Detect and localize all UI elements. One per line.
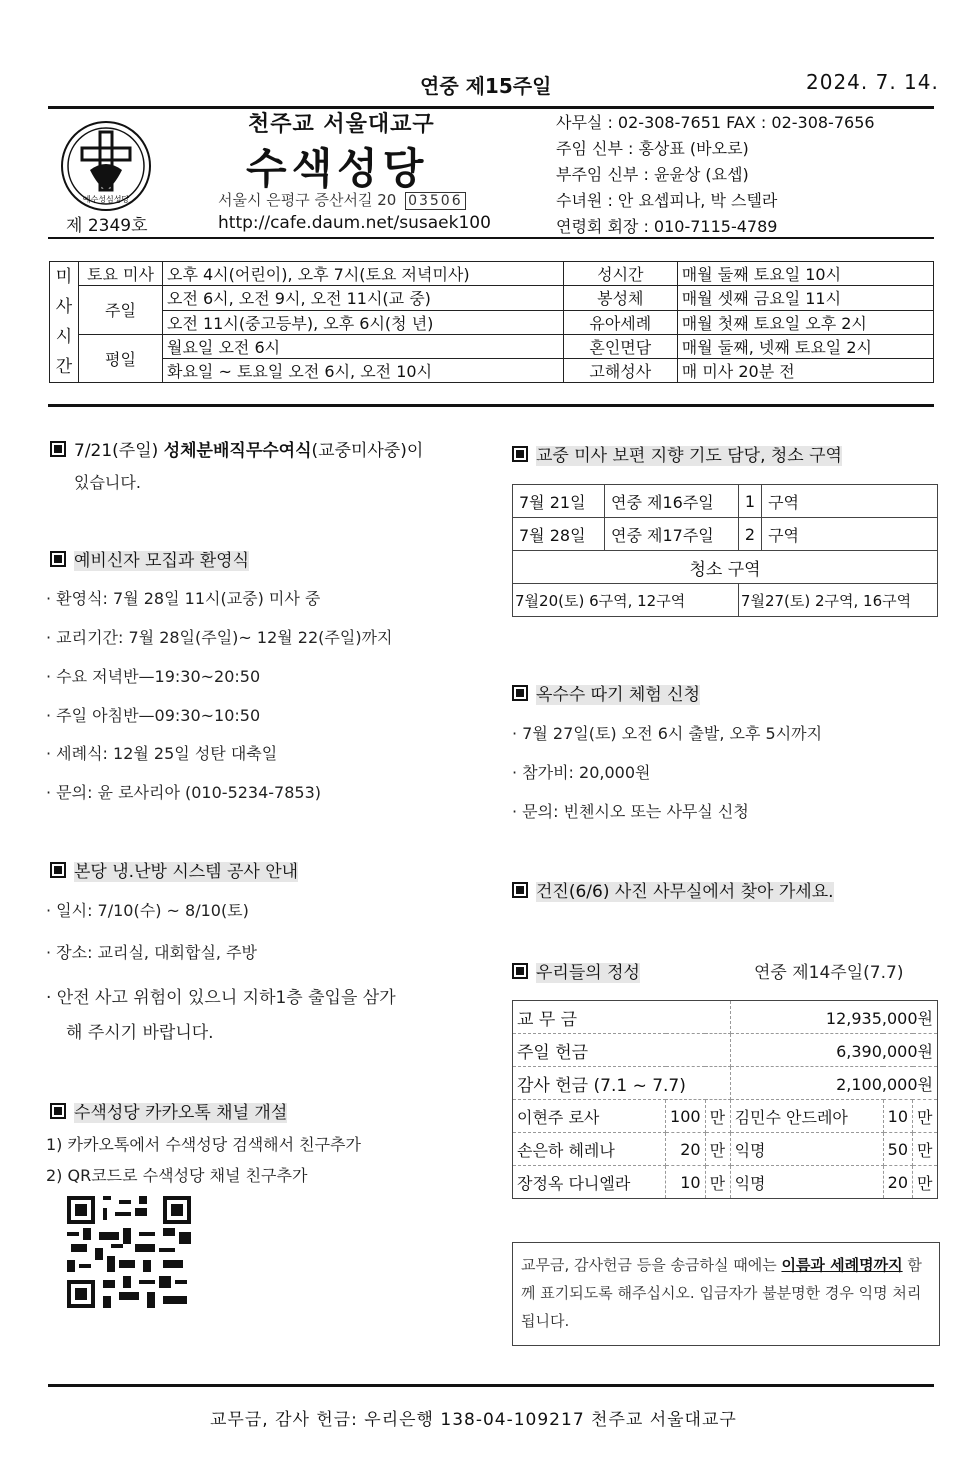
donor-name: 김민수 안드레아: [730, 1100, 883, 1133]
intention-date: 7월 21일: [513, 485, 605, 518]
intention-zone-number: 2: [738, 518, 761, 551]
bullet-square-icon: [50, 441, 66, 457]
intention-week: 연중 제17주일: [605, 518, 739, 551]
offering-amount: 12,935,000원: [730, 1001, 937, 1034]
intention-title: 교중 미사 보편 지향 기도 담당, 청소 구역: [512, 441, 842, 466]
kakao-qr-code[interactable]: [67, 1196, 191, 1308]
list-item: · 안전 사고 위험이 있으니 지하1층 출입을 삼가: [46, 988, 396, 1008]
sacrament-time: 매월 둘째, 넷째 토요일 2시: [677, 334, 933, 359]
mass-label: 평일: [79, 334, 163, 383]
intention-zone-number: 1: [738, 485, 761, 518]
divider: [48, 106, 934, 109]
sacrament-time: 매월 첫째 토요일 오후 2시: [677, 310, 933, 334]
table-row: [50, 334, 934, 359]
list-item: 2) QR코드로 수색성당 채널 친구추가: [46, 1166, 308, 1185]
donor-unit: 만: [705, 1166, 730, 1199]
bullet-square-icon: [50, 1103, 66, 1119]
list-item: 해 주시기 바랍니다.: [66, 1023, 214, 1043]
table-row: [513, 485, 938, 518]
donor-unit: 만: [913, 1100, 938, 1133]
issue-date: 2024. 7. 14.: [806, 70, 939, 94]
bank-account-footer: 교무금, 감사 헌금: 우리은행 138-04-109217 천주교 서울대교구: [210, 1410, 737, 1430]
bullet-square-icon: [50, 862, 66, 878]
intention-table: [512, 484, 938, 617]
offering-week: 연중 제14주일(7.7): [754, 963, 904, 983]
offering-amount: 2,100,000원: [730, 1067, 937, 1100]
table-row: [513, 1001, 938, 1034]
sacrament-label: 고해성사: [563, 359, 677, 383]
donor-name: 익명: [730, 1166, 883, 1199]
mass-time: 월요일 오전 6시: [163, 334, 564, 359]
table-row: [513, 1100, 938, 1133]
sacrament-label: 유아세례: [563, 310, 677, 334]
bullet-square-icon: [50, 551, 66, 567]
bullet-square-icon: [512, 882, 528, 898]
list-item: · 교리기간: 7월 28일(주일)~ 12월 22(주일)까지: [46, 628, 393, 647]
mass-time: 오전 6시, 오전 9시, 오전 11시(교 중): [163, 286, 564, 311]
notice-first-communion-cont: 있습니다.: [74, 473, 141, 492]
assistant-pastor: 부주임 신부 : 윤윤상 (요셉): [556, 165, 749, 184]
notice-first-communion: 7/21(주일) 성체분배직무수여식(교중미사중)이: [50, 436, 423, 461]
health-check-title: 건진(6/6) 사진 사무실에서 찾아 가세요.: [512, 877, 834, 902]
mass-label: 토요 미사: [79, 262, 163, 286]
intention-week: 연중 제16주일: [605, 485, 739, 518]
catechumen-title: 예비신자 모집과 환영식: [50, 546, 249, 571]
mass-schedule-table: [49, 261, 934, 383]
list-item: · 참가비: 20,000원: [512, 763, 651, 782]
mass-time: 오전 11시(중고등부), 오후 6시(청 년): [163, 310, 564, 334]
remittance-note: 교무금, 감사헌금 등을 송금하실 때에는 이름과 세례명까지 함께 표기되도록 해주십시오. 입금자가 불분명한 경우 익명 처리됩니다.: [512, 1242, 940, 1346]
table-row: [513, 551, 938, 584]
sacrament-time: 매 미사 20분 전: [677, 359, 933, 383]
funeral-association: 연령회 회장 : 010-7115-4789: [556, 217, 778, 236]
list-item: · 주일 아침반—09:30~10:50: [46, 706, 261, 725]
list-item: · 문의: 윤 로사리아 (010-5234-7853): [46, 783, 322, 802]
list-item: · 장소: 교리실, 대회합실, 주방: [46, 943, 258, 962]
church-name: 수색성당: [246, 144, 429, 193]
table-row: [513, 1034, 938, 1067]
table-row: [513, 584, 938, 617]
list-item: · 세례식: 12월 25일 성탄 대축일: [46, 744, 278, 763]
sacrament-time: 매월 셋째 금요일 11시: [677, 286, 933, 311]
diocese-name: 천주교 서울대교구: [248, 112, 435, 137]
sacrament-time: 매월 둘째 토요일 10시: [677, 262, 933, 286]
intention-zone: 구역: [762, 518, 938, 551]
donor-unit: 만: [705, 1133, 730, 1166]
bullet-square-icon: [512, 685, 528, 701]
zip-code: 03506: [405, 192, 466, 210]
bullet-square-icon: [512, 446, 528, 462]
pastor: 주임 신부 : 홍상표 (바오로): [556, 139, 749, 158]
sacrament-label: 혼인면담: [563, 334, 677, 359]
convent: 수녀원 : 안 요셉피나, 박 스텔라: [556, 191, 778, 210]
bullet-square-icon: [512, 963, 528, 979]
divider: [48, 237, 934, 239]
donor-amount: 20: [883, 1166, 912, 1199]
donor-amount: 10: [883, 1100, 912, 1133]
cleaning-zone: 7월20(토) 6구역, 12구역: [513, 584, 739, 617]
donor-amount: 100: [666, 1100, 706, 1133]
donor-amount: 10: [666, 1166, 706, 1199]
donor-amount: 20: [666, 1133, 706, 1166]
divider: [48, 404, 934, 407]
contact-block: [556, 110, 875, 240]
table-row: [50, 286, 934, 311]
mass-side-label: 미 사 시 간: [50, 262, 79, 383]
offering-amount: 6,390,000원: [730, 1034, 937, 1067]
cleaning-zone: 7월27(토) 2구역, 16구역: [738, 584, 937, 617]
offering-label: 주일 헌금: [513, 1034, 731, 1067]
kakao-title: 수색성당 카카오톡 채널 개설: [50, 1098, 287, 1123]
donor-unit: 만: [913, 1133, 938, 1166]
list-item: · 수요 저녁반—19:30~20:50: [46, 667, 261, 686]
sacrament-label: 봉성체: [563, 286, 677, 311]
corn-title: 옥수수 따기 체험 신청: [512, 680, 700, 705]
donor-name: 장정옥 다니엘라: [513, 1166, 666, 1199]
donor-unit: 만: [913, 1166, 938, 1199]
issue-number: 제 2349호: [66, 216, 148, 236]
address: [218, 189, 466, 210]
mass-time: 오후 4시(어린이), 오후 7시(토요 저녁미사): [163, 262, 564, 286]
list-item: · 문의: 빈첸시오 또는 사무실 신청: [512, 802, 749, 821]
table-row: [513, 1133, 938, 1166]
mass-time: 화요일 ~ 토요일 오전 6시, 오전 10시: [163, 359, 564, 383]
donor-name: 이현주 로사: [513, 1100, 666, 1133]
mass-label: 주일: [79, 286, 163, 335]
cleaning-title: 청소 구역: [513, 551, 938, 584]
table-row: [50, 310, 934, 334]
list-item: · 일시: 7/10(수) ~ 8/10(토): [46, 901, 249, 920]
office-phone: 사무실 : 02-308-7651 FAX : 02-308-7656: [556, 113, 875, 132]
list-item: 1) 카카오톡에서 수색성당 검색해서 친구추가: [46, 1135, 361, 1154]
table-row: [513, 518, 938, 551]
hvac-title: 본당 냉.난방 시스템 공사 안내: [50, 857, 298, 882]
donor-unit: 만: [705, 1100, 730, 1133]
offering-title: 우리들의 정성: [512, 958, 640, 983]
address-text: 서울시 은평구 증산서길 20: [218, 191, 397, 209]
week-title: 연중 제15주일: [420, 74, 552, 98]
offering-label: 감사 헌금 (7.1 ~ 7.7): [513, 1067, 731, 1100]
offering-label: 교 무 금: [513, 1001, 731, 1034]
table-row: [513, 1166, 938, 1199]
divider: [48, 1384, 934, 1387]
donor-name: 익명: [730, 1133, 883, 1166]
cafe-url[interactable]: http://cafe.daum.net/susaek100: [218, 213, 491, 233]
sacrament-label: 성시간: [563, 262, 677, 286]
logo-text: 예수성심성당: [82, 195, 130, 204]
intention-date: 7월 28일: [513, 518, 605, 551]
donor-name: 손은하 헤레나: [513, 1133, 666, 1166]
offering-table: [512, 1000, 938, 1199]
parish-logo: [60, 120, 152, 212]
table-row: [50, 262, 934, 286]
list-item: · 7월 27일(토) 오전 6시 출발, 오후 5시까지: [512, 724, 823, 743]
list-item: · 환영식: 7월 28일 11시(교중) 미사 중: [46, 589, 321, 608]
table-row: [513, 1067, 938, 1100]
donor-amount: 50: [883, 1133, 912, 1166]
table-row: [50, 359, 934, 383]
intention-zone: 구역: [762, 485, 938, 518]
